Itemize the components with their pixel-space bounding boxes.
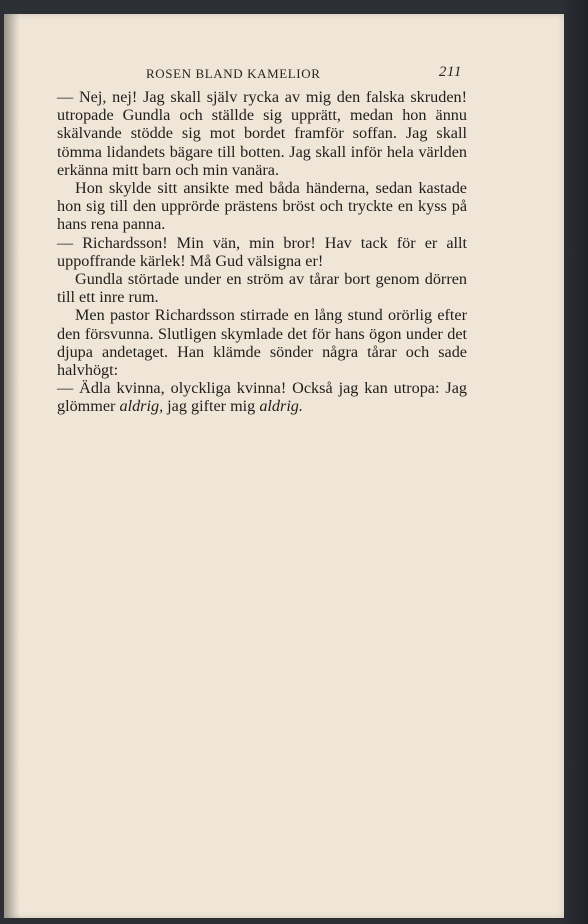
paragraph-text: — Ädla kvinna, olyckliga kvinna! Också jag kan utropa: Jag glömmer [57,379,467,416]
paragraph: Gundla störtade under en ström av tårar bort genom dörren till ett inre rum. [57,270,467,307]
page-number: 211 [438,64,462,80]
paragraph: — Nej, nej! Jag skall själv rycka av mig den falska skruden! utropade Gundla och ställde sig upprätt, medan hon ännu skälvande stödde sig mot bordet framför soffan. Jag skall tömma lidandets bägare till botten. Jag skall inför hela världen erkänna mitt barn och min vanära. [57,88,467,179]
scan-background-edge [564,0,588,924]
emphasized-word: aldrig. [259,397,303,416]
paragraph: — Richardsson! Min vän, min bror! Hav tack för er allt uppoffrande kärlek! Må Gud välsigna er! [57,233,467,270]
running-title: ROSEN BLAND KAMELIOR [146,66,321,81]
paragraph: Hon skylde sitt ansikte med båda händerna, sedan kastade hon sig till den upprörde prästens bröst och tryckte en kyss på hans rena panna. [57,179,467,234]
body-text [57,88,467,416]
emphasized-word: aldrig, [119,397,164,416]
paragraph-text: jag gifter mig [163,397,260,416]
paragraph: Men pastor Richardsson stirrade en lång stund orörlig efter den försvunna. Slutligen skymlade det för hans ögon under det djupa andetaget. Han klämde sönder några tårar och sade halvhögt: [57,306,467,380]
paragraph [57,379,467,415]
binding-gutter-shadow [4,14,20,918]
